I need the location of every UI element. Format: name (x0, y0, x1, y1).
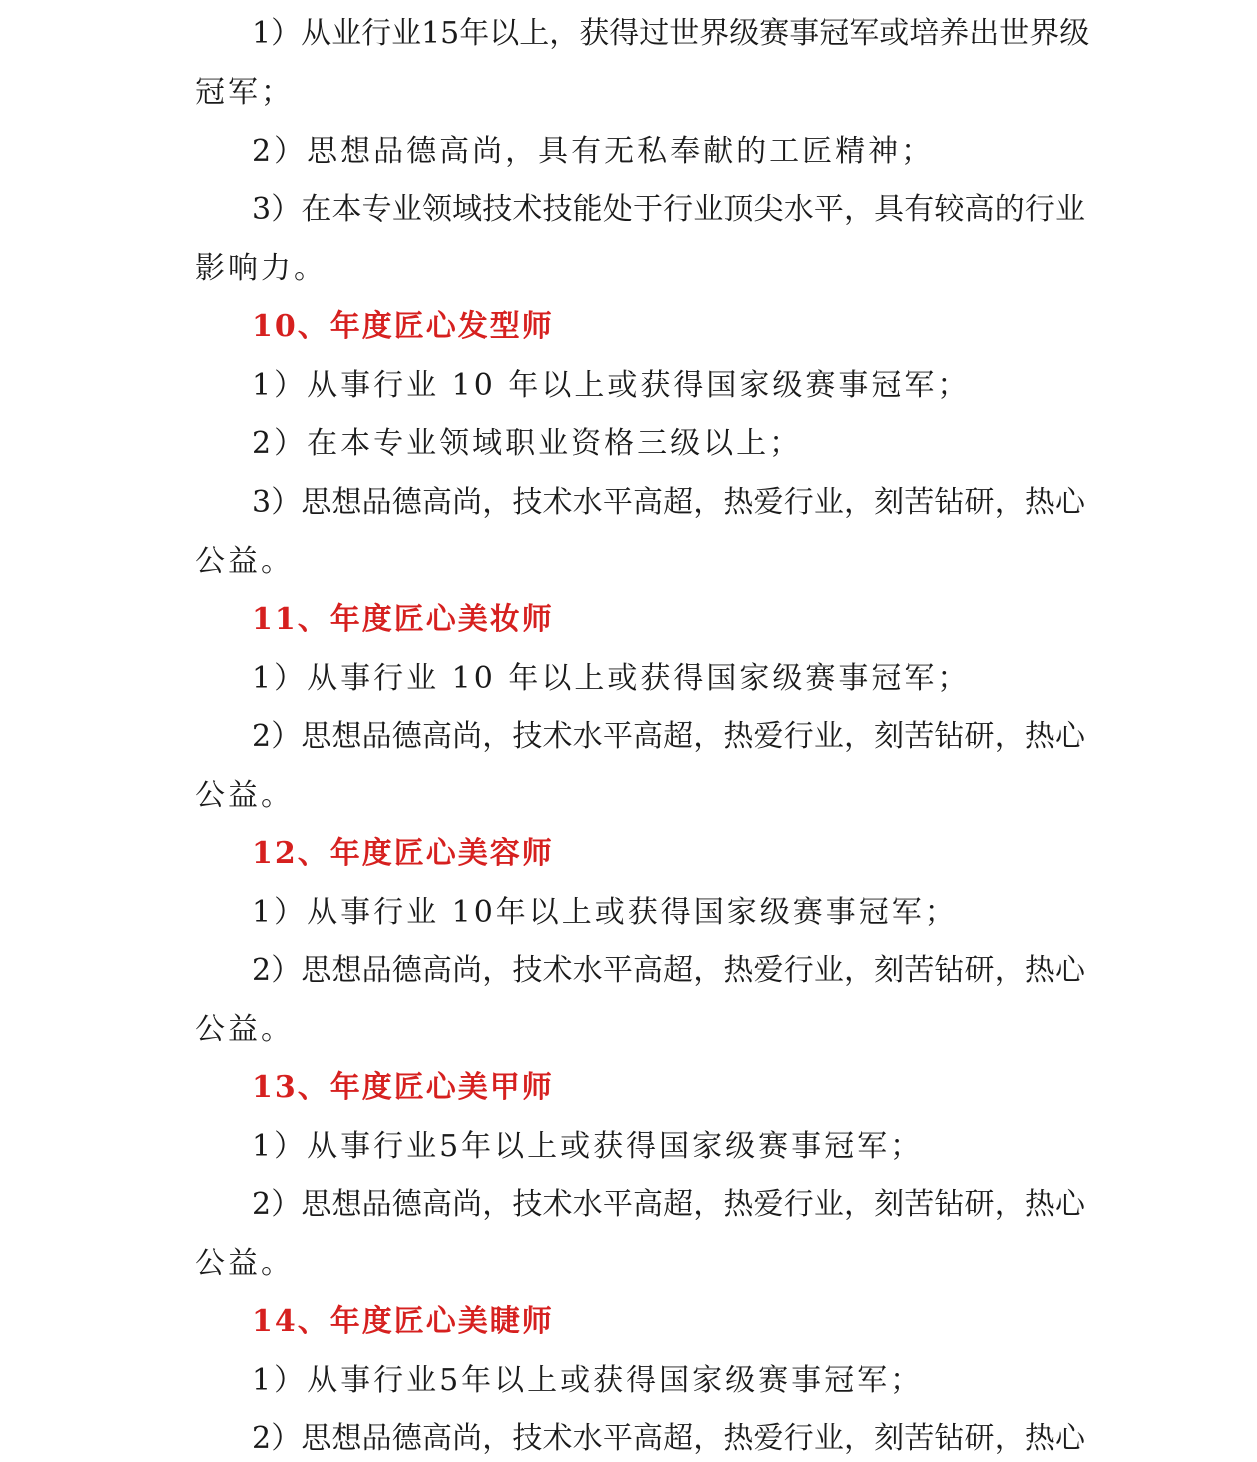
requirement-line: 1）从事行业 10年以上或获得国家级赛事冠军； (252, 895, 958, 930)
requirement-line: 2）思想品德高尚，技术水平高超，热爱行业，刻苦钻研，热心 (252, 1421, 1085, 1456)
section-heading: 10、年度匠心发型师 (252, 309, 554, 344)
requirement-line: 2）在本专业领域职业资格三级以上； (252, 426, 803, 461)
continuation-line: 公益。 (195, 1012, 294, 1047)
continuation-line: 公益。 (195, 544, 294, 579)
continuation-line: 冠军； (195, 75, 294, 110)
requirement-line: 2）思想品德高尚，技术水平高超，热爱行业，刻苦钻研，热心 (252, 1187, 1085, 1222)
requirement-line: 2）思想品德高尚，具有无私奉献的工匠精神； (252, 134, 935, 169)
continuation-line: 公益。 (195, 778, 294, 813)
requirement-line: 1）从事行业 10 年以上或获得国家级赛事冠军； (252, 661, 971, 696)
requirement-line: 1）从事行业 10 年以上或获得国家级赛事冠军； (252, 368, 971, 403)
requirement-line: 1）从事行业5年以上或获得国家级赛事冠军； (252, 1363, 924, 1398)
requirement-line: 3）思想品德高尚，技术水平高超，热爱行业，刻苦钻研，热心 (252, 485, 1085, 520)
section-heading: 12、年度匠心美容师 (252, 836, 554, 871)
requirement-line: 1）从事行业5年以上或获得国家级赛事冠军； (252, 1129, 924, 1164)
requirement-line: 1）从业行业15年以上，获得过世界级赛事冠军或培养出世界级 (252, 16, 1090, 51)
requirement-line: 2）思想品德高尚，技术水平高超，热爱行业，刻苦钻研，热心 (252, 953, 1085, 988)
section-heading: 11、年度匠心美妆师 (252, 602, 554, 637)
section-heading: 13、年度匠心美甲师 (252, 1070, 554, 1105)
continuation-line: 影响力。 (195, 251, 327, 286)
continuation-line: 公益。 (195, 1246, 294, 1281)
requirement-line: 2）思想品德高尚，技术水平高超，热爱行业，刻苦钻研，热心 (252, 719, 1085, 754)
section-heading: 14、年度匠心美睫师 (252, 1304, 554, 1339)
requirement-line: 3）在本专业领域技术技能处于行业顶尖水平，具有较高的行业 (252, 192, 1085, 227)
